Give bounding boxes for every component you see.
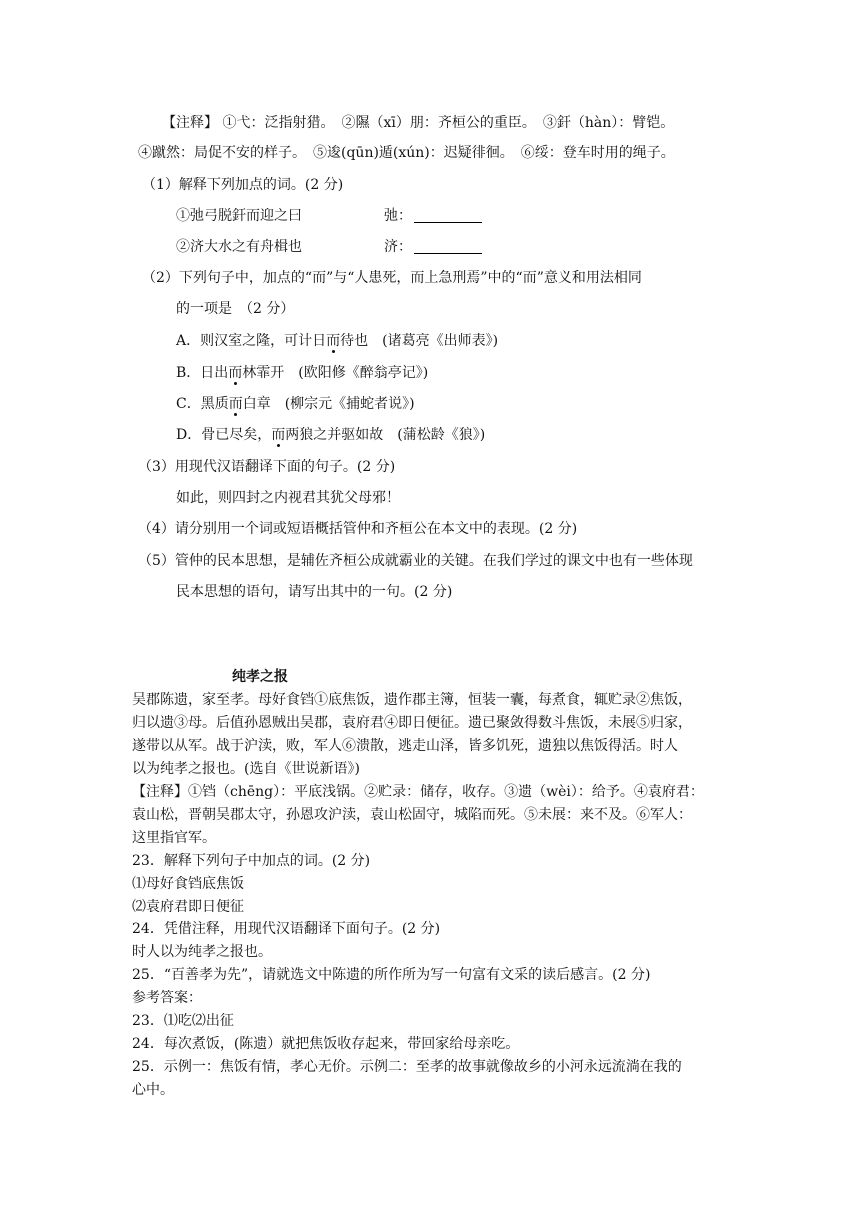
passage-line-1: 吴郡陈遗，家至孝。母好食铛①底焦饭，遗作郡主簿，恒装一囊，每煮食，辄贮录②焦饭， (132, 692, 692, 708)
question-1-item-2-answer (384, 238, 482, 256)
option-b-dotted-word: 而 (228, 365, 243, 381)
notes-label: 【注释】 (162, 115, 218, 131)
answer-24: 24．每次煮饭，(陈遗）就把焦饭收存起来，带回家给母亲吃。 (132, 1036, 520, 1052)
passage-line-4: 以为纯孝之报也。(选自《世说新语》) (132, 761, 360, 777)
passage-notes-line-1: 【注释】①铛（chēng）：平底浅锅。②贮录：储存，收存。③遗（wèi）：给予。④袁府君： (132, 784, 704, 800)
option-b-pre: B．日出 (176, 365, 229, 381)
answers-label: 参考答案： (132, 990, 202, 1006)
option-b (176, 364, 428, 382)
option-c-dotted-word: 而 (228, 396, 243, 412)
option-b-post: 林霏开 (欧阳修《醉翁亭记》) (242, 365, 429, 381)
question-3-sentence: 如此，则四封之内视君其犹父母邪！ (176, 490, 400, 506)
question-24-sentence: 时人以为纯孝之报也。 (132, 944, 272, 960)
option-c (176, 395, 415, 413)
option-d-post: 两狼之并驱如故 (蒲松龄《狼》) (285, 427, 486, 443)
option-a (176, 332, 498, 350)
notes-line-1 (162, 114, 674, 132)
question-1-item-1 (176, 207, 302, 225)
question-1-item-1-answer (384, 207, 482, 225)
question-5-line-2: 民本思想的语句，请写出其中的一句。(2 分) (176, 584, 453, 600)
option-a-dotted-word: 而 (326, 333, 341, 349)
answer-23: 23．⑴吃⑵出征 (132, 1013, 234, 1029)
question-23-item-2: ⑵袁府君即日便征 (132, 899, 244, 915)
notes-text-1: ①弋：泛指射猎。 ②隰（xī）朋：齐桓公的重臣。 ③釬（hàn）：臂铠。 (222, 115, 675, 131)
question-2-line-1: （2）下列句子中，加点的“而”与“人患死，而上急刑焉”中的“而”意义和用法相同 (142, 270, 642, 286)
question-23-item-1: ⑴母好食铛底焦饭 (132, 876, 244, 892)
question-2-line-2: 的一项是 （2 分） (176, 301, 295, 317)
option-d-pre: D．骨已尽矣， (176, 427, 272, 443)
passage-line-2: 归以遗③母。后值孙恩贼出吴郡，袁府君④即日便征。遗已聚敛得数斗焦饭，未展⑤归家， (132, 715, 692, 731)
passage-notes-line-3: 这里指官军。 (132, 830, 216, 846)
question-1-item-1-word: 弛： (384, 208, 412, 224)
passage-line-3: 遂带以从军。战于沪渎，败，军人⑥溃散，逃走山泽，皆多饥死，遗独以焦饭得活。时人 (132, 738, 678, 754)
question-1-item-2 (176, 238, 302, 256)
question-3-title: （3）用现代汉语翻译下面的句子。(2 分) (138, 459, 396, 475)
question-1-item-1-sentence: ①弛弓脱釬而迎之曰 (176, 208, 302, 224)
option-a-post: 待也 (诸葛亮《出师表》) (340, 333, 499, 349)
passage-title: 纯孝之报 (232, 669, 288, 685)
answer-25-line-2: 心中。 (132, 1082, 174, 1098)
option-d (176, 426, 485, 444)
answer-blank-1[interactable] (414, 208, 482, 223)
question-1-title: （1）解释下列加点的词。(2 分) (142, 177, 344, 193)
question-23-title: 23．解释下列句子中加点的词。(2 分) (132, 853, 371, 869)
question-4: （4）请分别用一个词或短语概括管仲和齐桓公在本文中的表现。(2 分) (138, 521, 578, 537)
question-5-line-1: （5）管仲的民本思想，是辅佐齐桓公成就霸业的关键。在我们学过的课文中也有一些体现 (138, 553, 693, 569)
option-a-pre: A．则汉室之隆，可计日 (176, 333, 327, 349)
question-25: 25．“百善孝为先”，请就选文中陈遗的所作所为写一句富有文采的读后感言。(2 分) (132, 967, 651, 983)
answer-blank-2[interactable] (414, 239, 482, 254)
answer-25-line-1: 25．示例一：焦饭有情，孝心无价。示例二：至孝的故事就像故乡的小河永远流淌在我的 (132, 1059, 682, 1075)
question-1-item-2-sentence: ②济大水之有舟楫也 (176, 239, 302, 255)
option-d-dotted-word: 而 (271, 427, 286, 443)
question-1-item-2-word: 济： (384, 239, 412, 255)
option-c-pre: C．黑质 (176, 396, 229, 412)
notes-line-2: ④蹴然：局促不安的样子。 ⑤逡(qūn)遁(xún)：迟疑徘徊。 ⑥绥：登车时用的绳子。 (138, 145, 675, 161)
question-24-title: 24．凭借注释，用现代汉语翻译下面句子。(2 分) (132, 921, 441, 937)
option-c-post: 白章 (柳宗元《捕蛇者说》) (242, 396, 415, 412)
passage-notes-line-2: 袁山松，晋朝吴郡太守，孙恩攻沪渎，袁山松固守，城陷而死。⑤未展：来不及。⑥军人： (132, 807, 692, 823)
